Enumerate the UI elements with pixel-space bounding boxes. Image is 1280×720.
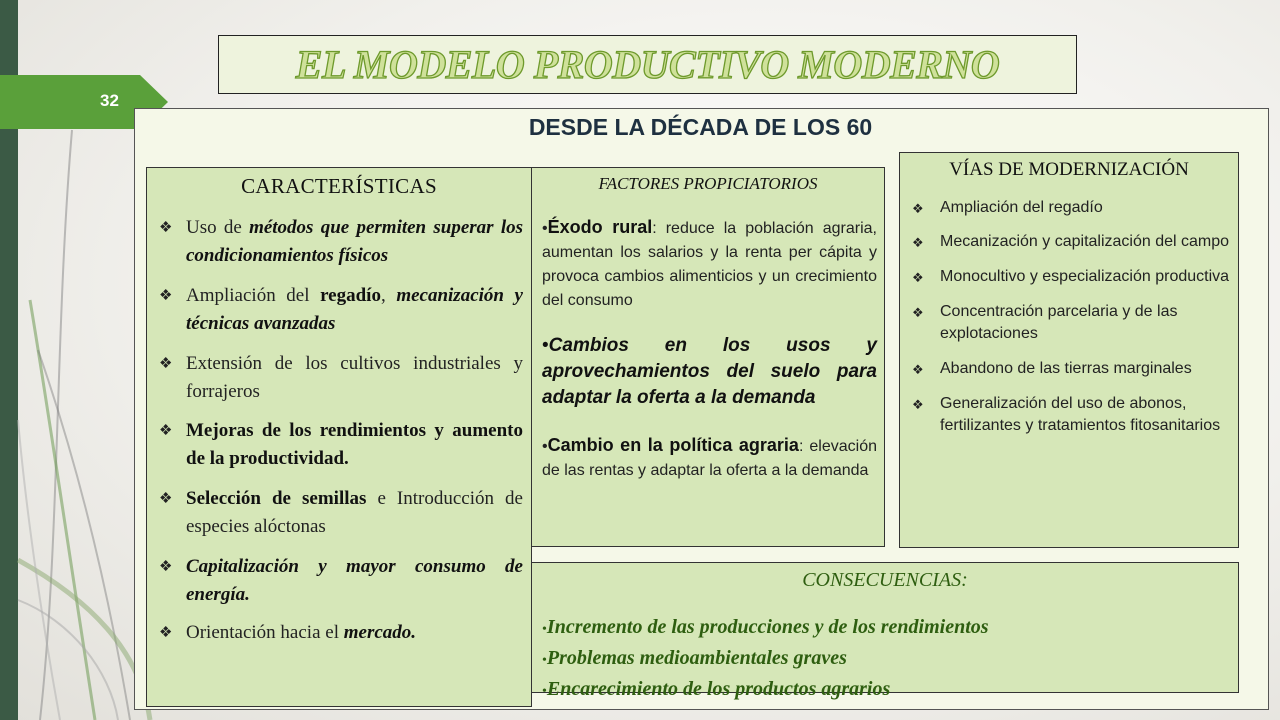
bullet-icon: •	[542, 220, 548, 237]
list-item: ❖ Extensión de los cultivos industriales y forrajeros	[159, 350, 523, 406]
consecuencias-heading: CONSECUENCIAS:	[802, 569, 968, 591]
slide-number: 32	[100, 91, 119, 110]
bullet-icon: •	[542, 622, 547, 637]
list-item: ❖ Mejoras de los rendimientos y aumento de la productividad.	[159, 417, 523, 473]
diamond-bullet-icon: ❖	[912, 201, 924, 216]
list-item: •Cambios en los usos y aprovechamientos del suelo para adaptar la oferta a la demanda	[542, 335, 877, 408]
list-item: ❖ Monocultivo y especialización productiva	[912, 266, 1232, 288]
list-item: •Éxodo rural: reduce la población agraria, aumentan los salarios y la renta per cápita y provoca cambios alimenticios y un crecimiento del consumo	[542, 217, 877, 309]
factores-heading: FACTORES PROPICIATORIOS	[598, 174, 818, 193]
list-item: •Problemas medioambientales graves	[542, 647, 847, 669]
diamond-bullet-icon: ❖	[912, 397, 924, 412]
diamond-bullet-icon: ❖	[159, 625, 173, 641]
vias-box	[899, 152, 1239, 548]
bullet-icon: •	[542, 684, 547, 699]
diamond-bullet-icon: ❖	[159, 423, 173, 439]
slide-title: EL MODELO PRODUCTIVO MODERNO	[295, 42, 1000, 87]
list-item: ❖ Generalización del uso de abonos, fertilizantes y tratamientos fitosanitarios	[912, 395, 1221, 434]
list-item: •Cambio en la política agraria: elevación de las rentas y adaptar la oferta a la demanda	[542, 435, 877, 479]
diamond-bullet-icon: ❖	[912, 270, 924, 285]
vias-heading: VÍAS DE MODERNIZACIÓN	[949, 159, 1189, 180]
caracteristicas-heading: CARACTERÍSTICAS	[241, 174, 437, 198]
list-item: ❖ Mecanización y capitalización del campo	[912, 231, 1232, 253]
diamond-bullet-icon: ❖	[912, 362, 924, 377]
list-item: ❖ Abandono de las tierras marginales	[912, 358, 1232, 380]
diamond-bullet-icon: ❖	[159, 356, 173, 372]
vias-list	[912, 197, 1232, 450]
list-item: ❖ Ampliación del regadío	[912, 197, 1232, 219]
list-item: ❖ Orientación hacia el mercado.	[159, 619, 523, 647]
diamond-bullet-icon: ❖	[912, 235, 924, 250]
list-item: ❖ Selección de semillas e Introducción de especies alóctonas	[159, 485, 523, 541]
list-item: •Incremento de las producciones y de los rendimientos	[542, 616, 989, 638]
list-item: ❖ Capitalización y mayor consumo de energía.	[159, 553, 523, 609]
diamond-bullet-icon: ❖	[912, 305, 924, 320]
list-item: •Encarecimiento de los productos agrarios	[542, 678, 891, 700]
caracteristicas-list	[159, 214, 523, 659]
diamond-bullet-icon: ❖	[159, 491, 173, 507]
factores-list	[542, 215, 877, 483]
consecuencias-box	[531, 562, 1239, 700]
title-box	[218, 35, 1077, 94]
bullet-icon: •	[542, 653, 547, 668]
consecuencias-list	[542, 613, 989, 706]
diamond-bullet-icon: ❖	[159, 288, 173, 304]
list-item: ❖ Uso de métodos que permiten superar los condicionamientos físicos	[159, 214, 523, 270]
list-item: ❖ Ampliación del regadío, mecanización y técnicas avanzadas	[159, 282, 523, 338]
caracteristicas-box	[146, 167, 532, 707]
diamond-bullet-icon: ❖	[159, 220, 173, 236]
bullet-icon: •	[542, 335, 549, 356]
factores-box	[531, 167, 885, 547]
diamond-bullet-icon: ❖	[159, 559, 173, 575]
list-item: ❖ Concentración parcelaria y de las explotaciones	[912, 303, 1178, 342]
slide-subtitle: DESDE LA DÉCADA DE LOS 60	[528, 114, 873, 140]
bullet-icon: •	[542, 438, 548, 455]
